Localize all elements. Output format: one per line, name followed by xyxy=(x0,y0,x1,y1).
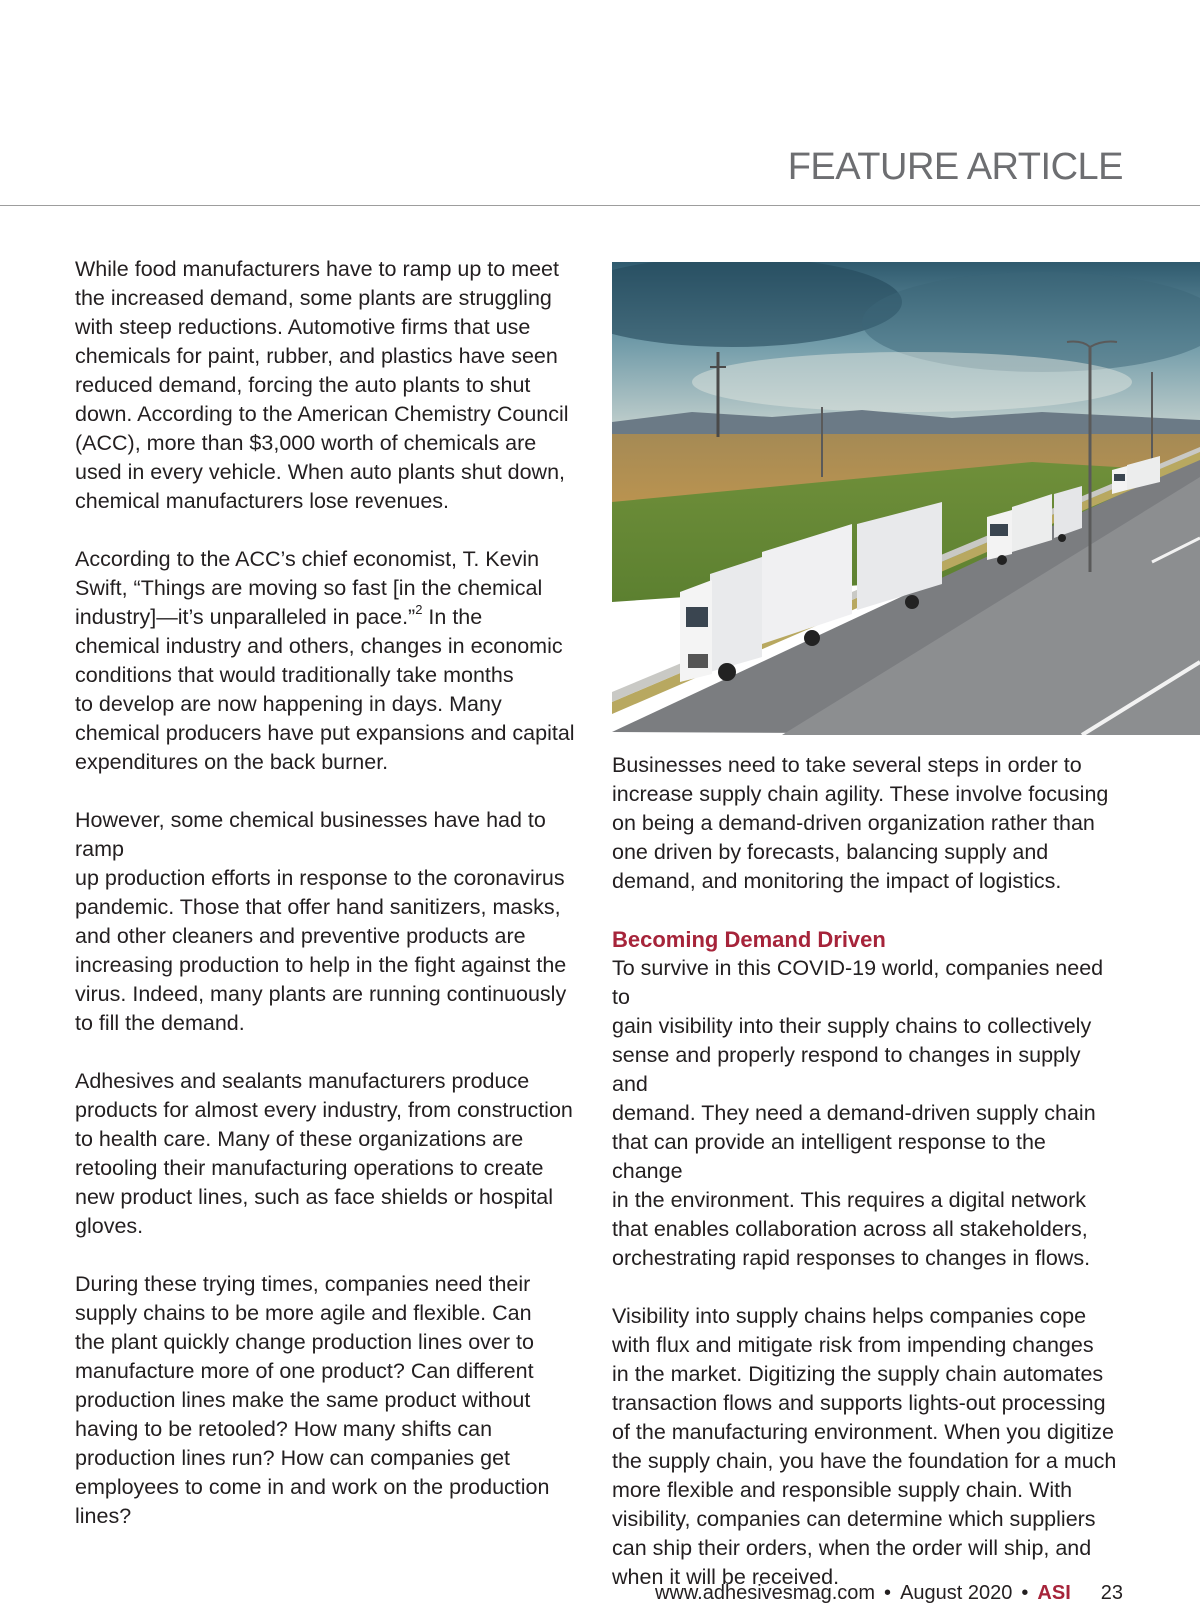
trucks-highway-photo xyxy=(612,262,1200,735)
header-rule xyxy=(0,205,1200,206)
footer-date: August 2020 xyxy=(900,1582,1013,1604)
page-footer xyxy=(655,1582,1123,1605)
paragraph: During these trying times, companies need their supply chains to be more agile and flexible. Can the plant quickly change production lines over to manufacture more of one product? Can different production lines make the same product without having to be retooled? How many shifts can production lines run? How can companies get employees to come in and work on the production lines? xyxy=(75,1272,550,1528)
paragraph: Visibility into supply chains helps companies cope with flux and mitigate risk from impending changes in the market. Digitizing the supply chain automates transaction flows and supports lights-out processing of the manufacturing environment. When you digitize the supply chain, you have the foundation for a much more flexible and responsible supply chain. With visibility, companies can determine which suppliers can ship their orders, when the order will ship, and when it will be received. xyxy=(612,1304,1117,1589)
right-column xyxy=(612,751,1122,1592)
paragraph: Businesses need to take several steps in order to increase supply chain agility. These involve focusing on being a demand-driven organization rather than one driven by forecasts, balancing supply and demand, and monitoring the impact of logistics. xyxy=(612,753,1109,893)
page-number: 23 xyxy=(1100,1582,1123,1604)
reference-superscript: 2 xyxy=(415,601,423,617)
left-column xyxy=(75,255,595,1531)
footer-brand: ASI xyxy=(1037,1582,1071,1604)
section-label: FEATURE ARTICLE xyxy=(787,146,1123,188)
paragraph-text: According to the ACC’s chief economist, T. Kevin Swift, “Things are moving so fast [in the chemical industry]—it’s unparalleled in pace.” xyxy=(75,547,543,629)
paragraph: However, some chemical businesses have had to ramp up production efforts in response to the coronavirus pandemic. Those that offer hand sanitizers, masks, and other cleaners and preventive products are increasing production to help in the fight against the virus. Indeed, many plants are running continuously to fill the demand. xyxy=(75,808,567,1035)
paragraph-text: In the chemical industry and others, changes in economic conditions that would traditionally take months to develop are now happening in days. Many chemical producers have put expansions and capital expenditures on the back burner. xyxy=(75,605,575,774)
paragraph: While food manufacturers have to ramp up to meet the increased demand, some plants are struggling with steep reductions. Automotive firms that use chemicals for paint, rubber, and plastics have seen reduced demand, forcing the auto plants to shut down. According to the American Chemistry Council (ACC), more than $3,000 worth of chemicals are used in every vehicle. When auto plants shut down, chemical manufacturers lose revenues. xyxy=(75,257,569,513)
footer-separator: • xyxy=(884,1582,892,1604)
paragraph: Adhesives and sealants manufacturers produce products for almost every industry, from construction to health care. Many of these organizations are retooling their manufacturing operations to create new product lines, such as face shields or hospital gloves. xyxy=(75,1069,573,1238)
paragraph: To survive in this COVID-19 world, companies need to gain visibility into their supply chains to collectively sense and properly respond to changes in supply and demand. They need a demand-driven supply chain that can provide an intelligent response to the change in the environment. This requires a digital network that enables collaboration across all stakeholders, orchestrating rapid responses to changes in flows. xyxy=(612,956,1104,1270)
paragraph xyxy=(75,545,595,777)
footer-website: www.adhesivesmag.com xyxy=(654,1582,876,1604)
footer-separator: • xyxy=(1021,1582,1029,1604)
section-subhead: Becoming Demand Driven xyxy=(612,927,886,952)
